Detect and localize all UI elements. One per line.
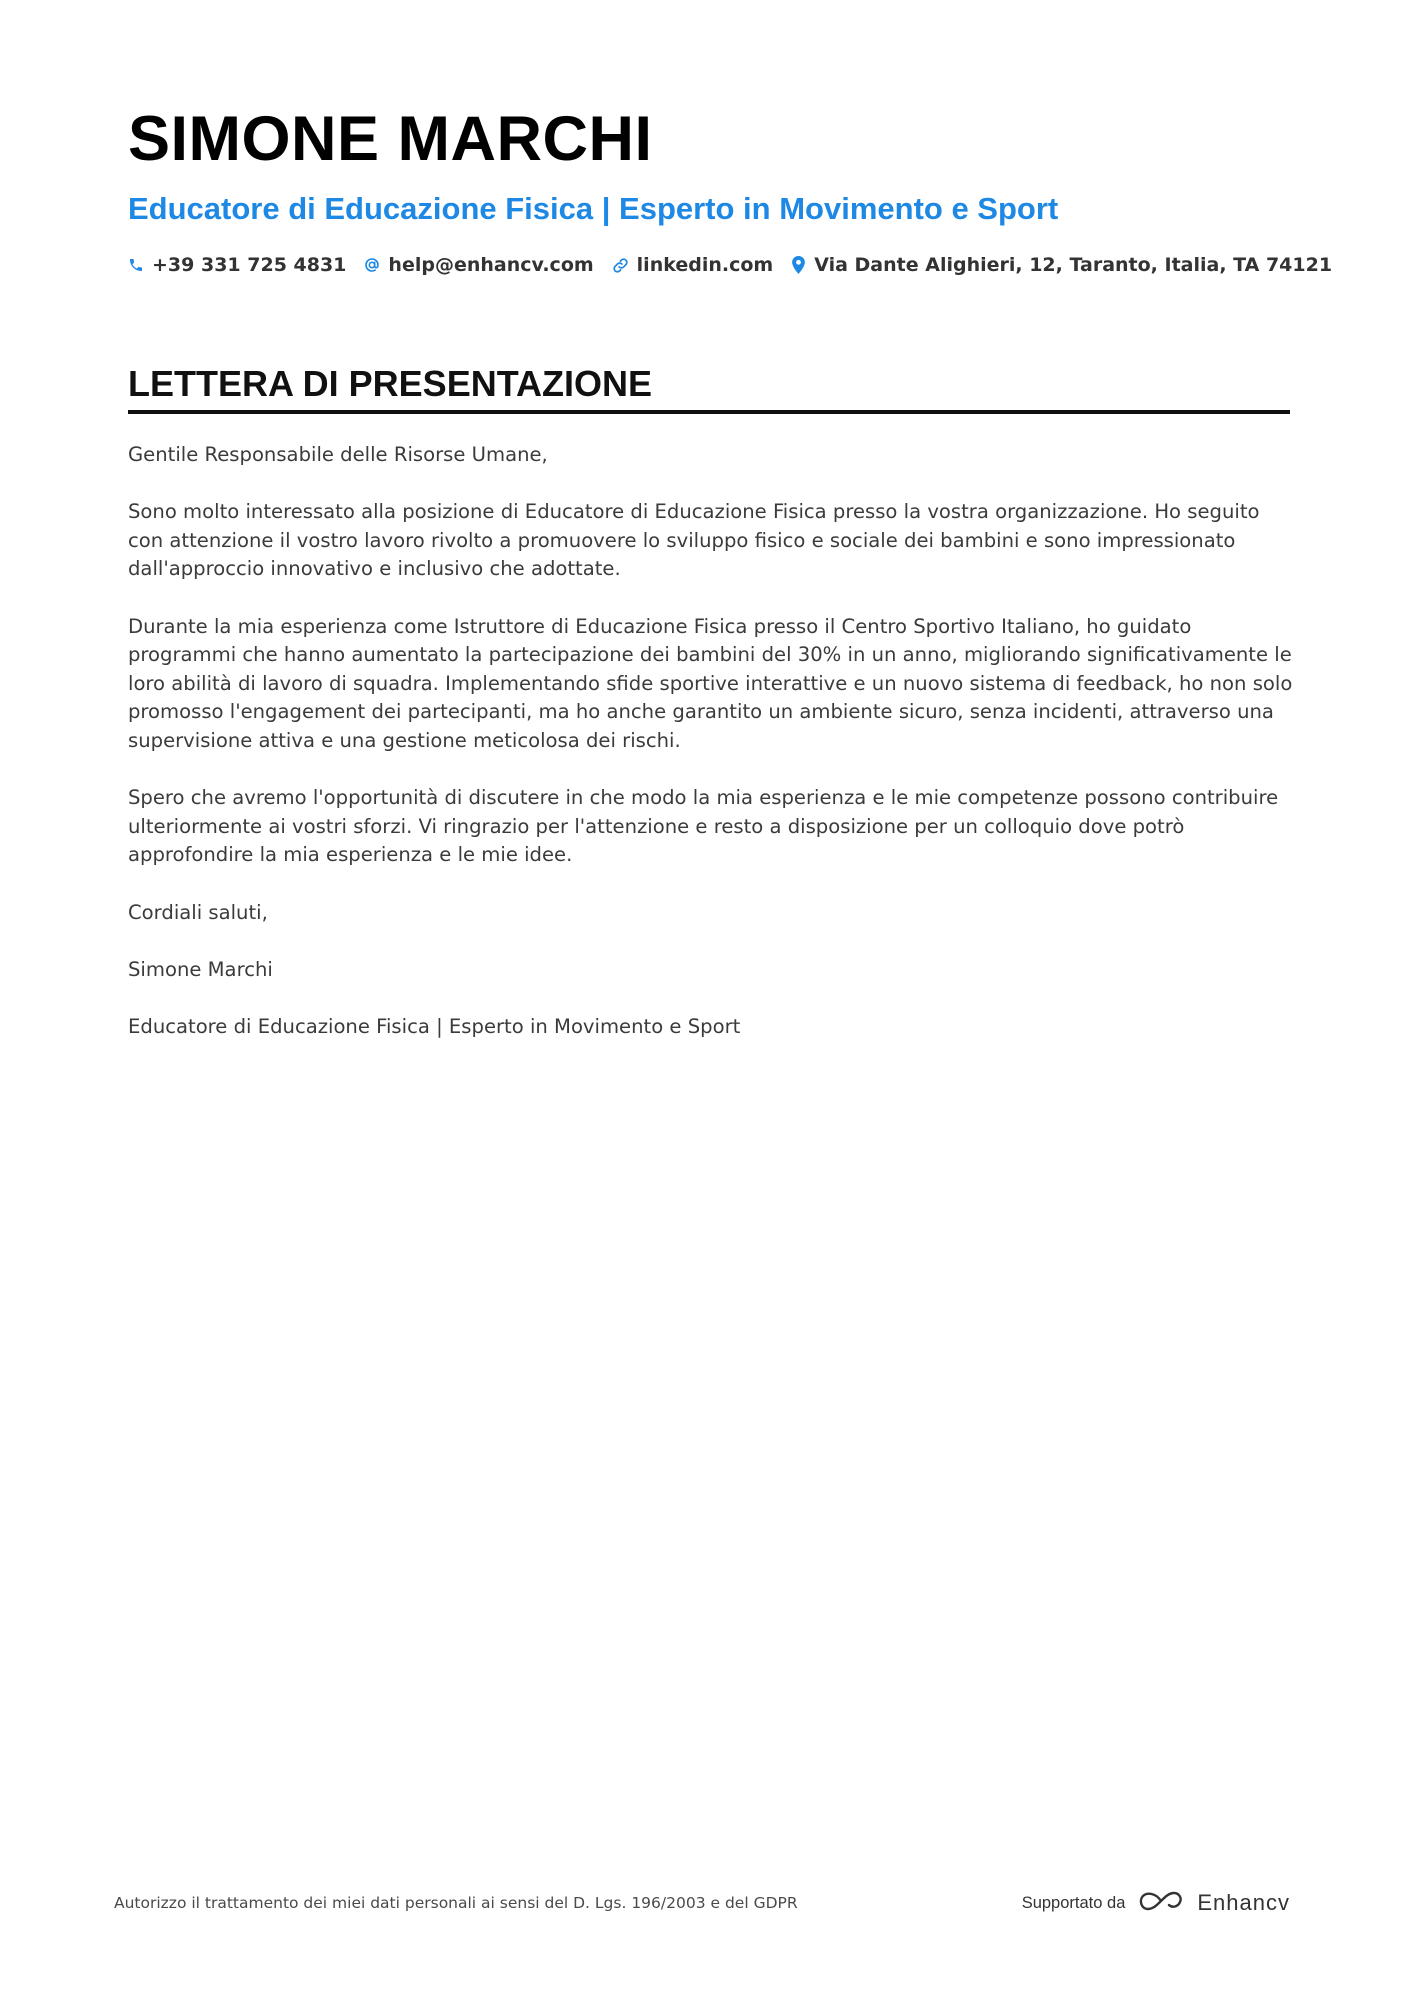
phone-icon [128, 257, 144, 273]
email-text[interactable]: help@enhancv.com [388, 254, 594, 276]
contact-address [791, 254, 1332, 276]
letter-closing: Cordiali saluti, [128, 900, 268, 924]
link-icon [612, 257, 629, 274]
signature-title: Educatore di Educazione Fisica | Esperto in Movimento e Sport [128, 1014, 741, 1038]
candidate-name: SIMONE MARCHI [128, 104, 653, 174]
signature-name: Simone Marchi [128, 957, 273, 981]
powered-by-label: Supportato da [1021, 1893, 1126, 1912]
section-divider [128, 410, 1290, 414]
candidate-title: Educatore di Educazione Fisica | Esperto in Movimento e Sport [128, 191, 1059, 226]
letter-paragraph: Spero che avremo l'opportunità di discutere in che modo la mia esperienza e le mie competenze possono contribuire ulteriormente ai vostri sforzi. Vi ringrazio per l'attenzione e resto a disposizione per un colloquio dove potrò approfondire la mia esperienza e le mie idee. [128, 786, 1279, 867]
contact-linkedin [612, 254, 774, 276]
enhancv-logo-icon [1137, 1888, 1185, 1918]
contact-email [364, 254, 593, 276]
contact-phone [128, 254, 346, 276]
linkedin-text[interactable]: linkedin.com [636, 254, 774, 276]
letter-paragraph: Sono molto interessato alla posizione di Educatore di Educazione Fisica presso la vostra organizzazione. Ho seguito con attenzione il vostro lavoro rivolto a promuovere lo sviluppo fisico e sociale dei bambini e sono impressionato dall'approccio innovativo e inclusivo che adottate. [128, 500, 1260, 581]
phone-text[interactable]: +39 331 725 4831 [152, 254, 347, 276]
letter-paragraph: Durante la mia esperienza come Istruttore di Educazione Fisica presso il Centro Sportivo Italiano, ho guidato programmi che hanno aumentato la partecipazione dei bambini del 30% in un anno, migliorando significativamente le loro abilità di lavoro di squadra. Implementando sfide sportive interattive e un nuovo sistema di feedback, ho non solo promosso l'engagement dei partecipanti, ma ho anche garantito un ambiente sicuro, senza incidenti, attraverso una supervisione attiva e una gestione meticolosa dei rischi. [128, 614, 1293, 752]
letter-salutation: Gentile Responsabile delle Risorse Umane, [128, 443, 548, 466]
powered-by[interactable] [1022, 1888, 1290, 1918]
privacy-note: Autorizzo il trattamento dei miei dati personali ai sensi del D. Lgs. 196/2003 e del GDPR [114, 1894, 798, 1912]
brand-name: Enhancv [1197, 1890, 1290, 1915]
contact-bar [128, 254, 1332, 276]
address-text: Via Dante Alighieri, 12, Taranto, Italia, TA 74121 [814, 254, 1333, 276]
section-title: LETTERA DI PRESENTAZIONE [128, 363, 653, 404]
letter-body [128, 441, 1298, 1070]
at-icon [364, 257, 380, 273]
location-pin-icon [791, 256, 806, 274]
